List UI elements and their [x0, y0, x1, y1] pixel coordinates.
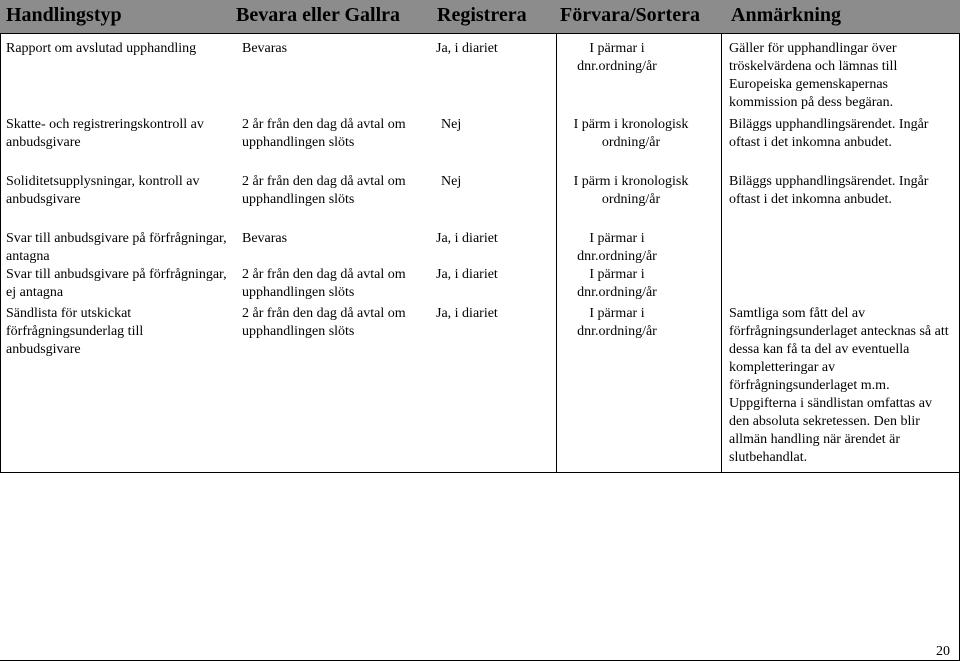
header-bevara-gallra: Bevara eller Gallra [236, 4, 401, 26]
table-rule [0, 472, 960, 473]
header-registrera: Registrera [437, 4, 527, 26]
row2-forvara: I pärm i kronologisk ordning/år [573, 117, 689, 150]
row2-bevara: 2 år från den dag då avtal om upphandlingen slöts [242, 117, 406, 150]
row3-handlingstyp: Soliditetsupplysningar, kontroll av anbudsgivare [6, 174, 200, 207]
row1-registrera: Ja, i diariet [436, 41, 498, 56]
header-handlingstyp: Handlingstyp [6, 4, 122, 26]
row4-handlingstyp: Svar till anbudsgivare på förfrågningar, antagna [6, 231, 227, 264]
table-rule [0, 33, 960, 34]
row6-forvara: I pärmar i dnr.ordning/år [577, 306, 657, 339]
row3-registrera: Nej [441, 174, 462, 189]
row2-registrera: Nej [441, 117, 462, 132]
table-rule [0, 33, 1, 473]
row3-anmarkning: Biläggs upphandlingsärendet. Ingår oftast i det inkomna anbudet. [729, 174, 929, 207]
row3-bevara: 2 år från den dag då avtal om upphandlingen slöts [242, 174, 406, 207]
row5-registrera: Ja, i diariet [436, 267, 498, 282]
table-rule [556, 33, 557, 473]
row5-bevara: 2 år från den dag då avtal om upphandlingen slöts [242, 267, 406, 300]
row2-anmarkning: Biläggs upphandlingsärendet. Ingår oftast i det inkomna anbudet. [729, 117, 929, 150]
row4-registrera: Ja, i diariet [436, 231, 498, 246]
row6-registrera: Ja, i diariet [436, 306, 498, 321]
row6-handlingstyp: Sändlista för utskickat förfrågningsunderlag till anbudsgivare [6, 306, 144, 357]
row1-handlingstyp: Rapport om avslutad upphandling [6, 41, 197, 56]
header-forvara-sortera: Förvara/Sortera [560, 4, 700, 26]
row1-bevara: Bevaras [242, 41, 288, 56]
row3-forvara: I pärm i kronologisk ordning/år [573, 174, 689, 207]
page-number: 20 [936, 644, 950, 659]
row1-anmarkning: Gäller för upphandlingar över tröskelvärdena och lämnas till Europeiska gemenskapernas kommission på dess begäran. [729, 41, 898, 110]
table-rule [721, 33, 722, 473]
row1-forvara: I pärmar i dnr.ordning/år [577, 41, 657, 74]
header-anmarkning: Anmärkning [731, 4, 842, 26]
row6-bevara: 2 år från den dag då avtal om upphandlingen slöts [242, 306, 406, 339]
row4-bevara: Bevaras [242, 231, 288, 246]
row6-anmarkning: Samtliga som fått del av förfrågningsunderlaget antecknas så att dessa kan få ta del av eventuella kompletteringar av förfrågningsunderlaget m.m. Uppgifterna i sändlistan omfattas av den absoluta sekretessen. Den blir allmän handling när ärendet är slutbehandlat. [729, 306, 949, 465]
row2-handlingstyp: Skatte- och registreringskontroll av anbudsgivare [6, 117, 204, 150]
row4-forvara: I pärmar i dnr.ordning/år [577, 231, 657, 264]
row5-handlingstyp: Svar till anbudsgivare på förfrågningar, ej antagna [6, 267, 227, 300]
row5-forvara: I pärmar i dnr.ordning/år [577, 267, 657, 300]
